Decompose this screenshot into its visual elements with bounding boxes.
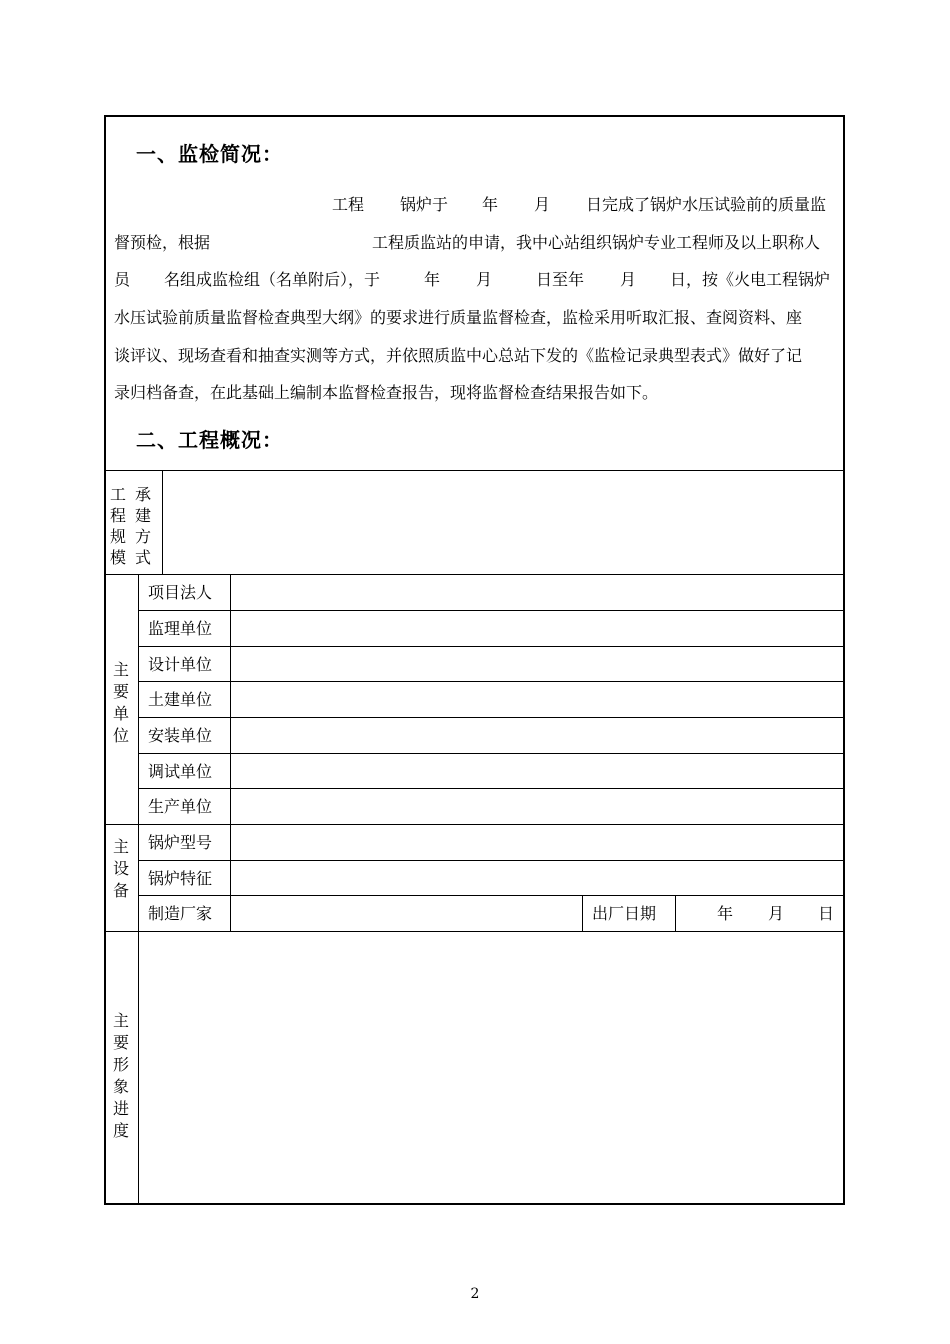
table-rule — [138, 646, 845, 647]
equip-label: 锅炉型号 — [148, 833, 213, 852]
para-text: 日至年 — [536, 270, 585, 289]
table-rule — [104, 824, 845, 825]
unit-label: 土建单位 — [148, 690, 213, 709]
table-rule — [138, 717, 845, 718]
unit-label: 项目法人 — [148, 583, 213, 602]
unit-label: 调试单位 — [148, 762, 213, 781]
table-rule — [104, 470, 845, 471]
para-text: 月 — [534, 195, 551, 214]
table-rule — [162, 470, 163, 574]
date-month: 月 — [768, 904, 785, 923]
table-rule — [138, 895, 845, 896]
equip-label: 制造厂家 — [148, 904, 213, 923]
table-rule — [138, 574, 139, 1205]
para-text: 年 — [424, 270, 441, 289]
table-rule — [104, 931, 845, 932]
table-rule — [582, 895, 583, 931]
para-text: 月 — [620, 270, 637, 289]
table-rule — [138, 860, 845, 861]
para-text: 月 — [476, 270, 493, 289]
para-text: 名组成监检组（名单附后），于 — [164, 270, 381, 289]
para-text: 锅炉于 — [400, 195, 449, 214]
para-text: 督预检，根据 — [114, 233, 211, 252]
section2-title: 二、工程概况： — [136, 428, 283, 452]
equip-label: 锅炉特征 — [148, 869, 213, 888]
para-text: 谈评议、现场查看和抽查实测等方式，并依照质监中心总站下发的《监检记录典型表式》做好了记 — [114, 346, 803, 365]
para-text: 水压试验前质量监督检查典型大纲》的要求进行质量监督检查，监检采用听取汇报、查阅资料、座 — [114, 308, 803, 327]
table-rule — [138, 681, 845, 682]
table-rule — [138, 753, 845, 754]
date-day: 日 — [818, 904, 835, 923]
table-rule — [230, 574, 231, 931]
para-text: 工程 — [332, 195, 365, 214]
unit-label: 设计单位 — [148, 655, 213, 674]
para-text: 员 — [114, 270, 131, 289]
para-text: 年 — [482, 195, 499, 214]
table-rule — [138, 610, 845, 611]
table-rule — [138, 788, 845, 789]
para-text: 日完成了锅炉水压试验前的质量监 — [586, 195, 827, 214]
unit-label: 生产单位 — [148, 797, 213, 816]
page-number: 2 — [470, 1286, 480, 1302]
section1-title: 一、监检简况： — [136, 142, 283, 166]
date-year: 年 — [717, 904, 734, 923]
factory-date-label: 出厂日期 — [592, 904, 657, 923]
table-rule — [675, 895, 676, 931]
para-text: 工程质监站的申请，我中心站组织锅炉专业工程师及以上职称人 — [372, 233, 821, 252]
unit-label: 监理单位 — [148, 619, 213, 638]
unit-label: 安装单位 — [148, 726, 213, 745]
para-text: 日，按《火电工程锅炉 — [670, 270, 831, 289]
para-text: 录归档备查，在此基础上编制本监督检查报告，现将监督检查结果报告如下。 — [114, 383, 659, 402]
table-rule — [104, 574, 845, 575]
